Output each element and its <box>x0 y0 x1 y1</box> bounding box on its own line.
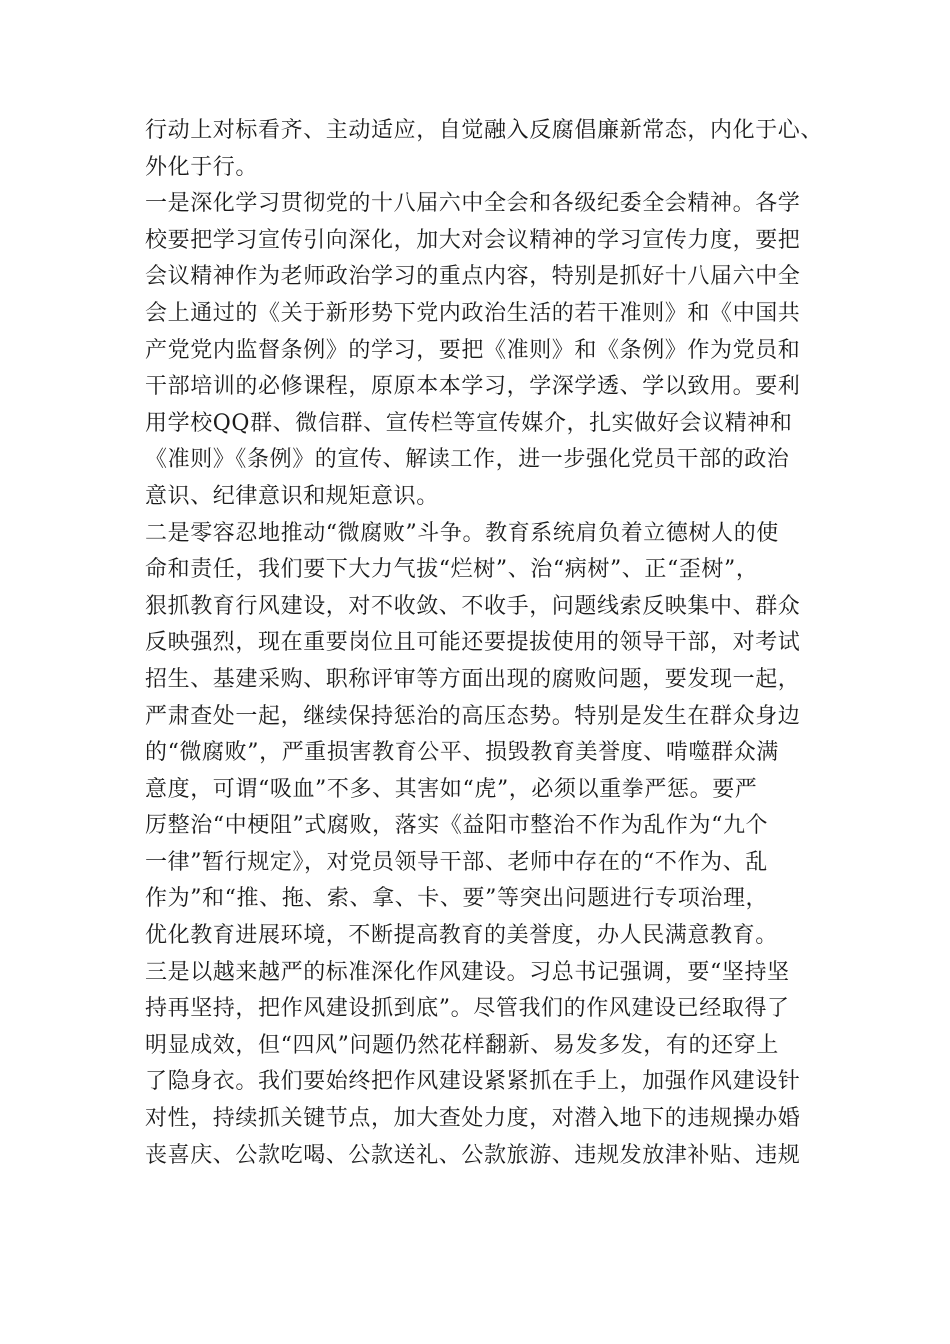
text-line: 行动上对标看齐、主动适应，自觉融入反腐倡廉新常态，内化于心、 <box>145 118 824 143</box>
text-line: 作为”和“推、拖、索、拿、卡、要”等突出问题进行专项治理， <box>145 886 769 912</box>
paragraph-1-line: 一是深化学习贯彻党的十八届六中全会和各级纪委全会精神。各学 <box>145 191 801 217</box>
text-line: 会议精神作为老师政治学习的重点内容，特别是抓好十八届六中全 <box>145 264 801 290</box>
text-line: 持再坚持，把作风建设抓到底”。尽管我们的作风建设已经取得了 <box>145 996 790 1022</box>
text-line: 丧喜庆、公款吃喝、公款送礼、公款旅游、违规发放津补贴、违规 <box>145 1142 801 1168</box>
text-line: 厉整治“中梗阻”式腐败，落实《益阳市整治不作为乱作为“九个 <box>145 813 769 839</box>
text-line: 反映强烈，现在重要岗位且可能还要提拔使用的领导干部，对考试 <box>145 630 801 656</box>
text-line: 会上通过的《关于新形势下党内政治生活的若干准则》和《中国共 <box>145 300 801 326</box>
document-body <box>145 113 825 1174</box>
text-line: 对性，持续抓关键节点，加大查处力度，对潜入地下的违规操办婚 <box>145 1106 801 1132</box>
text-line: 用学校QQ群、微信群、宣传栏等宣传媒介，扎实做好会议精神和 <box>145 410 793 436</box>
text-line: 严肃查处一起，继续保持惩治的高压态势。特别是发生在群众身边 <box>145 703 801 729</box>
text-line: 产党党内监督条例》的学习，要把《准则》和《条例》作为党员和 <box>145 337 801 363</box>
paragraph-3-line: 三是以越来越严的标准深化作风建设。习总书记强调，要“坚持坚 <box>145 959 790 985</box>
text-line: 干部培训的必修课程，原原本本学习，学深学透、学以致用。要利 <box>145 374 801 400</box>
text-line: 招生、基建采购、职称评审等方面出现的腐败问题，要发现一起， <box>145 666 801 692</box>
text-line: 外化于行。 <box>145 154 259 180</box>
paragraph-2-line: 二是零容忍地推动“微腐败”斗争。教育系统肩负着立德树人的使 <box>145 520 779 546</box>
text-line: 校要把学习宣传引向深化，加大对会议精神的学习宣传力度，要把 <box>145 227 801 253</box>
text-line: 的“微腐败”，严重损害教育公平、损毁教育美誉度、啃噬群众满 <box>145 740 779 766</box>
text-line: 了隐身衣。我们要始终把作风建设紧紧抓在手上，加强作风建设针 <box>145 1069 801 1095</box>
text-line: 命和责任，我们要下大力气拔“烂树”、治“病树”、正“歪树”， <box>145 557 759 583</box>
text-line: 意识、纪律意识和规矩意识。 <box>145 483 439 509</box>
text-line: 一律”暂行规定》，对党员领导干部、老师中存在的“不作为、乱 <box>145 849 768 875</box>
text-line: 明显成效，但“四风”问题仍然花样翻新、易发多发，有的还穿上 <box>145 1032 779 1058</box>
text-line: 意度，可谓“吸血”不多、其害如“虎”，必须以重拳严惩。要严 <box>145 776 758 802</box>
text-line: 优化教育进展环境，不断提高教育的美誉度，办人民满意教育。 <box>145 923 778 949</box>
text-line: 《准则》《条例》的宣传、解读工作，进一步强化党员干部的政治 <box>145 447 790 473</box>
text-line: 狠抓教育行风建设，对不收敛、不收手，问题线索反映集中、群众 <box>145 593 801 619</box>
